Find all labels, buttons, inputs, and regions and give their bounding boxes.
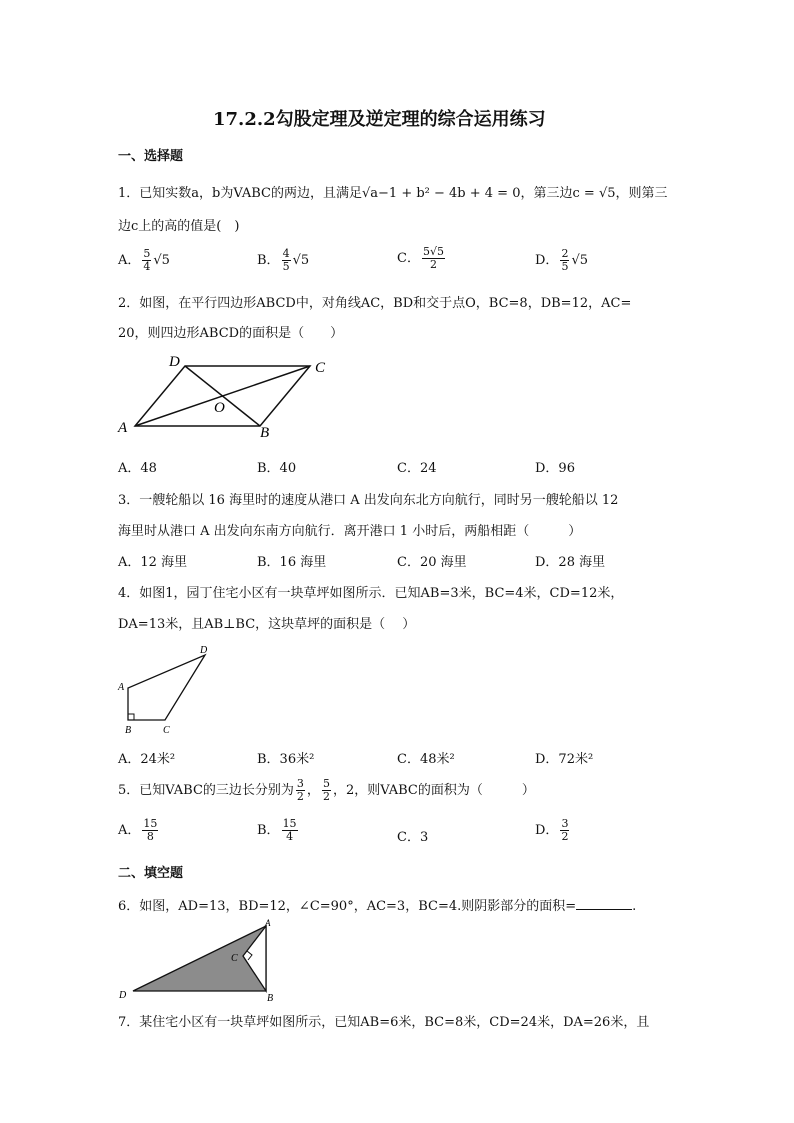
q6-line1: 6．如图，AD=13，BD=12，∠C=90°，AC=3，BC=4.则阴影部分的面积= . bbox=[118, 899, 637, 914]
q4-option-d[interactable]: D．72米² bbox=[535, 752, 594, 767]
q2-parallelogram-figure bbox=[110, 348, 340, 443]
q1-prefix: 1．已知实数a，b为VABC的两边，且满足 bbox=[118, 186, 362, 201]
q5-option-d[interactable]: D． $\frac{3}{2}$ bbox=[535, 817, 569, 843]
q1-line2: 边c上的高的值是( ) bbox=[118, 219, 240, 234]
q4-label-c: C bbox=[163, 725, 170, 736]
q5-option-c[interactable]: C．3 bbox=[397, 830, 429, 845]
q2-option-b[interactable]: B．40 bbox=[257, 461, 297, 476]
q2-line1: 2．如图，在平行四边形ABCD中，对角线AC，BD和交于点O，BC=8，DB=12，AC= bbox=[118, 296, 632, 311]
q3-option-b[interactable]: B．16 海里 bbox=[257, 555, 327, 570]
q4-label-d: D bbox=[200, 645, 208, 656]
q4-quadrilateral-figure bbox=[113, 642, 223, 738]
q2-line2: 20，则四边形ABCD的面积是（ ） bbox=[118, 326, 344, 341]
section-fill-heading: 二、填空题 bbox=[118, 866, 184, 881]
page-title: 17.2.2勾股定理及逆定理的综合运用练习 bbox=[213, 109, 546, 130]
q1-option-c[interactable]: C． $\frac{5√5}{2}$ bbox=[397, 245, 444, 271]
q5-option-b[interactable]: B． $\frac{15}{4}$ bbox=[257, 817, 297, 843]
section-choice-heading: 一、选择题 bbox=[118, 149, 184, 164]
q4-line2: DA=13米，且AB⊥BC，这块草坪的面积是（ ） bbox=[118, 617, 416, 632]
q2-label-d: D bbox=[169, 354, 180, 370]
q3-line1: 3．一艘轮船以 16 海里时的速度从港口 A 出发向东北方向航行，同时另一艘轮船以 12 bbox=[118, 493, 619, 508]
q1-option-d[interactable]: D． $\frac{2}{5}$ √5 bbox=[535, 247, 588, 273]
q6-label-a: A bbox=[265, 918, 271, 928]
q2-label-c: C bbox=[315, 360, 326, 376]
q4-label-a: A bbox=[118, 682, 125, 693]
q2-option-d[interactable]: D．96 bbox=[535, 461, 575, 476]
q6-triangle-figure bbox=[113, 918, 283, 1002]
q3-option-c[interactable]: C．20 海里 bbox=[397, 555, 467, 570]
q4-label-b: B bbox=[125, 725, 132, 736]
q1-mid: ，第三边c = bbox=[520, 186, 599, 201]
q6-label-b: B bbox=[267, 993, 274, 1002]
q2-option-c[interactable]: C．24 bbox=[397, 461, 437, 476]
q1-line1 bbox=[118, 182, 668, 201]
q3-option-d[interactable]: D．28 海里 bbox=[535, 555, 606, 570]
q6-answer-blank[interactable] bbox=[576, 909, 632, 910]
q4-line1: 4．如图1，园丁住宅小区有一块草坪如图所示．已知AB=3米，BC=4米，CD=12米， bbox=[118, 586, 624, 601]
q6-label-c: C bbox=[231, 953, 238, 964]
q5-line1: 5．已知VABC的三边长分别为 $\frac{3}{2}$ ， $\frac{5}{2}$ ，2，则VABC的面积为（ ） bbox=[118, 777, 535, 803]
q3-option-a[interactable]: A．12 海里 bbox=[118, 555, 188, 570]
diagonal-bd bbox=[185, 366, 260, 426]
q3-line2: 海里时从港口 A 出发向东南方向航行．离开港口 1 小时后，两船相距（ ） bbox=[118, 524, 582, 539]
quadrilateral-abcd bbox=[128, 655, 205, 720]
q2-option-a[interactable]: A．48 bbox=[118, 461, 157, 476]
q4-option-c[interactable]: C．48米² bbox=[397, 752, 455, 767]
q2-label-o: O bbox=[214, 400, 225, 416]
q5-option-a[interactable]: A． $\frac{15}{8}$ bbox=[118, 817, 158, 843]
q6-label-d: D bbox=[119, 990, 127, 1001]
q4-option-b[interactable]: B．36米² bbox=[257, 752, 315, 767]
q7-line1: 7．某住宅小区有一块草坪如图所示，已知AB=6米，BC=8米，CD=24米，DA=26米，且 bbox=[118, 1015, 650, 1030]
q1-c-value: √5 bbox=[598, 186, 616, 201]
q2-label-b: B bbox=[260, 425, 270, 441]
q1-option-a[interactable]: A． $\frac{5}{4}$ √5 bbox=[118, 247, 170, 273]
q4-option-a[interactable]: A．24米² bbox=[118, 752, 176, 767]
q1-option-b[interactable]: B． $\frac{4}{5}$ √5 bbox=[257, 247, 310, 273]
q1-suffix: ，则第三 bbox=[615, 186, 668, 201]
q2-label-a: A bbox=[118, 420, 128, 436]
right-angle-mark bbox=[128, 714, 134, 720]
q1-formula: √a−1 + b² − 4b + 4 = 0 bbox=[361, 186, 521, 201]
